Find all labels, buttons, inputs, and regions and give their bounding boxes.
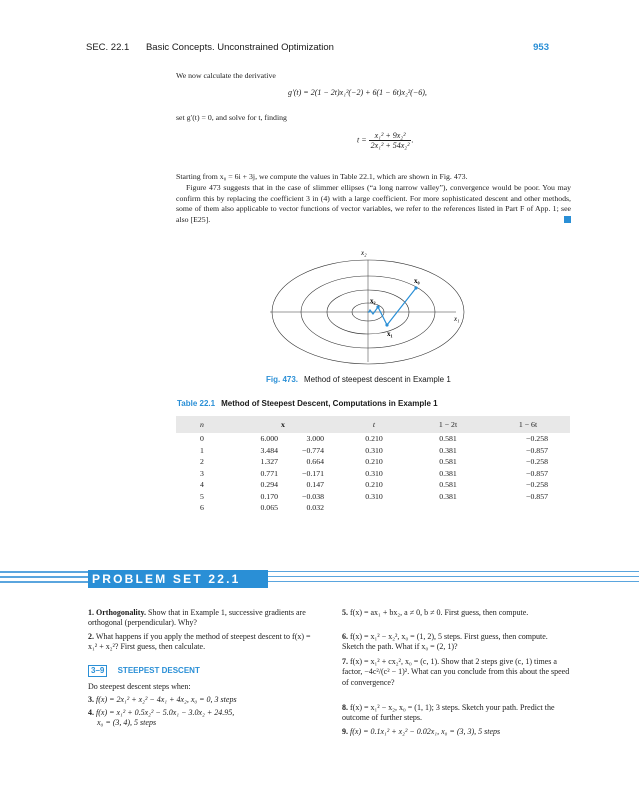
descent-path: [368, 288, 416, 325]
problem-3: 3. f(x) = 2x₁² + x₂² − 4x₁ + 4x₂, x₀ = 0, 3 steps: [88, 695, 237, 704]
equation-t-denominator: 2x₁² + 54x₂²: [370, 141, 410, 150]
table-row: [176, 445, 570, 457]
cell-1-2t: 0.381: [439, 468, 457, 478]
x1-axis-label: x₁: [454, 315, 460, 323]
problem-set-title: PROBLEM SET 22.1: [88, 570, 268, 588]
cell-x1: 0.294: [260, 480, 278, 490]
point-x1: [385, 323, 388, 326]
cell-x1: 6.000: [260, 434, 278, 444]
cell-x2: 3.000: [306, 434, 324, 444]
page-number: 953: [533, 42, 549, 53]
cell-t: 0.210: [365, 457, 383, 467]
cell-1-6t: [486, 502, 570, 514]
cell-n: 0: [200, 434, 204, 444]
cell-1-6t: −0.857: [526, 491, 548, 501]
header-section: SEC. 22.1: [86, 42, 130, 53]
table-row: [176, 491, 570, 503]
problem-8: 8. f(x) = x₁² − x₂, x₀ = (1, 1); 3 steps. Sketch your path. Predict the outcome of further steps.: [342, 703, 555, 723]
point-x0: [414, 286, 417, 289]
table-row: [176, 468, 570, 480]
cell-t: [338, 502, 410, 514]
problem-7: 7. f(x) = x₁² + cx₂², x₀ = (c, 1). Show that 2 steps give (c, 1) times a factor, −4c²/(c² − 1)². What can you conclude from this about the speed of convergence?: [342, 657, 570, 687]
x1-label: x₁: [387, 330, 393, 338]
cell-1-2t: [410, 502, 486, 514]
problem-range-title: STEEPEST DESCENT: [117, 666, 200, 675]
problem-2: 2. What happens if you apply the method of steepest descent to f(x) = x₁² + x₂²? First guess, then calculate.: [88, 632, 311, 652]
cell-x2: −0.171: [302, 468, 324, 478]
cell-t: 0.210: [365, 434, 383, 444]
col-header-x: x: [228, 416, 338, 433]
cell-n: 3: [200, 468, 204, 478]
cell-x1: 0.771: [260, 468, 278, 478]
cell-n: 5: [200, 491, 204, 501]
table-header-row: [176, 416, 570, 433]
x2-label: x₂: [370, 297, 376, 305]
page-header: [86, 42, 549, 53]
table-caption: [177, 399, 438, 408]
col-header-t: t: [338, 416, 410, 433]
col-header-1-2t: 1 − 2t: [410, 416, 486, 433]
steepest-descent-table: [176, 416, 570, 514]
cell-x2: 0.664: [306, 457, 324, 467]
cell-x2: −0.038: [302, 491, 324, 501]
problem-6: 6. f(x) = x₁² − x₂², x₀ = (1, 2), 5 steps. First guess, then compute. Sketch the path. What if x₀ = (2, 1)?: [342, 632, 548, 652]
cell-1-2t: 0.581: [439, 434, 457, 444]
figure-caption-number: Fig. 473.: [266, 375, 299, 384]
cell-x1: 0.065: [260, 503, 278, 513]
banner-rule: [0, 581, 90, 583]
equation-t-lhs: t =: [357, 135, 367, 145]
table-row: [176, 479, 570, 491]
equation-derivative: g′(t) = 2(1 − 2t)x₁²(−2) + 6(1 − 6t)x₂²(−6),: [288, 88, 427, 97]
equation-t-numerator: x₁² + 9x₂²: [369, 131, 412, 141]
point-x2: [376, 305, 379, 308]
cell-1-2t: 0.381: [439, 445, 457, 455]
problem-9: 9. f(x) = 0.1x₁² + x₂² − 0.02x₁, x₀ = (3, 3), 5 steps: [342, 727, 501, 736]
problem-range-label: 3–9: [88, 665, 107, 677]
problem-5: 5. f(x) = ax₁ + bx₂, a ≠ 0, b ≠ 0. First guess, then compute.: [342, 608, 529, 617]
cell-x1: 0.170: [260, 491, 278, 501]
cell-n: 2: [200, 457, 204, 467]
cell-1-6t: −0.857: [526, 468, 548, 478]
end-of-example-marker: [564, 216, 571, 223]
banner-rule: [0, 576, 90, 578]
cell-t: 0.310: [365, 491, 383, 501]
cell-1-6t: −0.258: [526, 434, 548, 444]
x0-label: x₀: [414, 277, 420, 285]
figure-caption-text: Method of steepest descent in Example 1: [304, 375, 451, 384]
col-header-1-6t: 1 − 6t: [486, 416, 570, 433]
cell-x1: 1.327: [260, 457, 278, 467]
body-line-2: set g′(t) = 0, and solve for t, finding: [176, 113, 287, 122]
figure-caption: [266, 375, 451, 384]
body-paragraph-1: Starting from x₀ = 6i + 3j, we compute the values in Table 22.1, which are shown in Fig. 473.: [176, 172, 468, 181]
table-caption-text: Method of Steepest Descent, Computations in Example 1: [221, 399, 438, 408]
cell-x2: 0.032: [306, 503, 324, 513]
equation-t: [357, 131, 413, 150]
banner-rule: [264, 581, 639, 582]
figure-473: [266, 246, 476, 366]
problem-1: 1. Orthogonality. Show that in Example 1, successive gradients are orthogonal (perpendicular). Why?: [88, 608, 306, 628]
cell-n: 4: [200, 480, 204, 490]
banner-rule: [264, 576, 639, 577]
cell-1-2t: 0.581: [439, 480, 457, 490]
table-row: [176, 456, 570, 468]
problem-4: 4. f(x) = x₁² + 0.5x₂² − 5.0x₁ − 3.0x₂ + 24.95, x₀ = (3, 4), 5 steps: [88, 708, 235, 728]
cell-x2: −0.774: [302, 445, 324, 455]
cell-1-2t: 0.381: [439, 491, 457, 501]
table-row: [176, 502, 570, 514]
problem-range-heading: [88, 665, 200, 677]
cell-x2: 0.147: [306, 480, 324, 490]
x2-axis-label: x₂: [361, 249, 367, 257]
cell-n: 6: [200, 503, 204, 513]
cell-1-6t: −0.258: [526, 480, 548, 490]
table-row: [176, 433, 570, 445]
banner-rule: [264, 571, 639, 572]
cell-x1: 3.484: [260, 445, 278, 455]
body-line-1: We now calculate the derivative: [176, 71, 276, 80]
cell-t: 0.310: [365, 468, 383, 478]
col-header-n: n: [176, 416, 228, 433]
cell-1-6t: −0.258: [526, 457, 548, 467]
header-title: Basic Concepts. Unconstrained Optimization: [145, 42, 334, 53]
cell-1-6t: −0.857: [526, 445, 548, 455]
equation-t-end: .: [411, 135, 414, 145]
body-paragraph-2: Figure 473 suggests that in the case of slimmer ellipses (“a long narrow valley”), convergence would be poor. You may confirm this by replacing the coefficient 3 in (4) with a large coefficient. For more sophisticated descent and other methods, some of them also applicable to vector functions of vector variables, we refer to the references listed in Part F of App. 1; see also [E25].: [176, 183, 571, 224]
cell-n: 1: [200, 445, 204, 455]
banner-rule: [0, 571, 90, 573]
equation-t-fraction: [369, 131, 412, 150]
problem-range-intro: Do steepest descent steps when:: [88, 682, 191, 691]
cell-1-2t: 0.581: [439, 457, 457, 467]
cell-t: 0.310: [365, 445, 383, 455]
cell-t: 0.210: [365, 480, 383, 490]
table-caption-number: Table 22.1: [177, 399, 216, 408]
